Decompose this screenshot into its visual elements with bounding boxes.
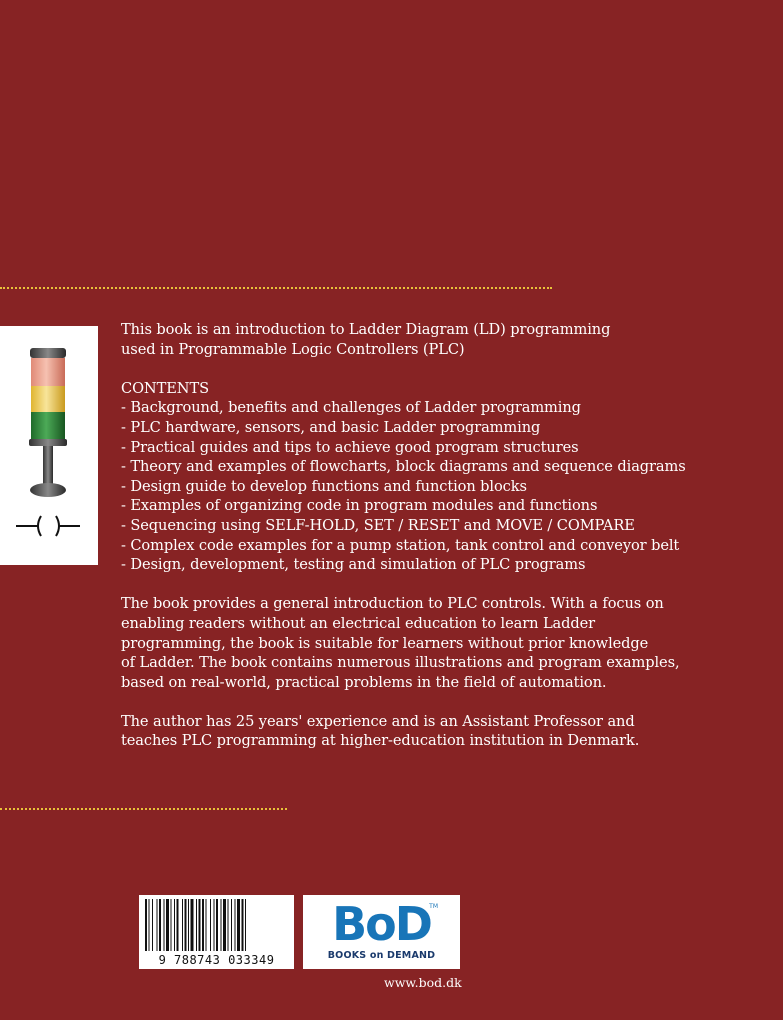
barcode-bar [149, 899, 150, 951]
description-line: programming, the book is suitable for learners without prior knowledge [121, 634, 649, 652]
publisher-logo [303, 895, 460, 969]
barcode-bar [157, 899, 158, 951]
barcode-bars [143, 899, 290, 951]
barcode-bar [206, 899, 207, 951]
dotted-rule-bottom [0, 808, 287, 810]
barcode-bar [237, 899, 240, 951]
barcode-bar [152, 899, 153, 951]
barcode-bar [210, 899, 211, 951]
contents-item: - Practical guides and tips to achieve good program structures [121, 438, 579, 456]
barcode-bar [214, 899, 215, 951]
barcode-bar [196, 899, 197, 951]
barcode-bar [221, 899, 222, 951]
contents-item: - Background, benefits and challenges of Ladder programming [121, 399, 581, 417]
contents-item: - Complex code examples for a pump station, tank control and conveyor belt [121, 536, 680, 554]
ladder-coil-icon [16, 516, 80, 536]
barcode-bar [185, 899, 187, 951]
contents-item: - Examples of organizing code in program modules and functions [121, 497, 598, 515]
back-cover-text [121, 320, 761, 751]
stack-light-icon [0, 326, 98, 565]
barcode-bar [188, 899, 189, 951]
barcode-bar [245, 899, 246, 951]
barcode-bar [199, 899, 201, 951]
contents-item: - Theory and examples of flowcharts, block diagrams and sequence diagrams [121, 458, 686, 476]
intro-line: This book is an introduction to Ladder Diagram (LD) programming [121, 321, 611, 338]
description-line: based on real-world, practical problems in the field of automation. [121, 673, 607, 691]
barcode-bar [159, 899, 161, 951]
barcode-bar [223, 899, 226, 951]
barcode-bar [228, 899, 229, 951]
barcode-bar [145, 899, 147, 951]
barcode-bar [171, 899, 172, 951]
contents-item: - Sequencing using SELF-HOLD, SET / RESET and MOVE / COMPARE [121, 516, 635, 534]
author-line: teaches PLC programming at higher-education institution in Denmark. [121, 732, 640, 750]
barcode-bar [166, 899, 169, 951]
description-line: The book provides a general introduction to PLC controls. With a focus on [121, 595, 664, 613]
barcode-bar [216, 899, 218, 951]
barcode-bar [182, 899, 183, 951]
barcode-bar [174, 899, 175, 951]
description-line: enabling readers without an electrical education to learn Ladder [121, 614, 596, 632]
barcode-bar [231, 899, 232, 951]
barcode-bar [177, 899, 179, 951]
barcode-bar [191, 899, 194, 951]
barcode-bar [235, 899, 236, 951]
contents-item: - Design guide to develop functions and function blocks [121, 477, 527, 495]
publisher-url: www.bod.dk [384, 975, 462, 990]
contents-item: - Design, development, testing and simulation of PLC programs [121, 556, 586, 574]
trademark: TM [429, 903, 438, 910]
contents-item: - PLC hardware, sensors, and basic Ladder programming [121, 418, 541, 436]
illustration-panel [0, 326, 98, 565]
barcode-bar [164, 899, 165, 951]
barcode-number: 9 788743 033349 [158, 953, 275, 967]
barcode-bar [202, 899, 204, 951]
publisher-tagline: BOOKS on DEMAND [327, 950, 436, 961]
contents-heading: CONTENTS [121, 379, 209, 397]
description-line: of Ladder. The book contains numerous illustrations and program examples, [121, 654, 680, 672]
isbn-barcode [139, 895, 294, 969]
dotted-rule-top [0, 287, 552, 289]
intro-line: used in Programmable Logic Controllers (PLC) [121, 340, 465, 358]
bod-logo-text: BoD [332, 897, 431, 951]
barcode-bar [242, 899, 244, 951]
author-line: The author has 25 years' experience and is an Assistant Professor and [121, 712, 635, 730]
